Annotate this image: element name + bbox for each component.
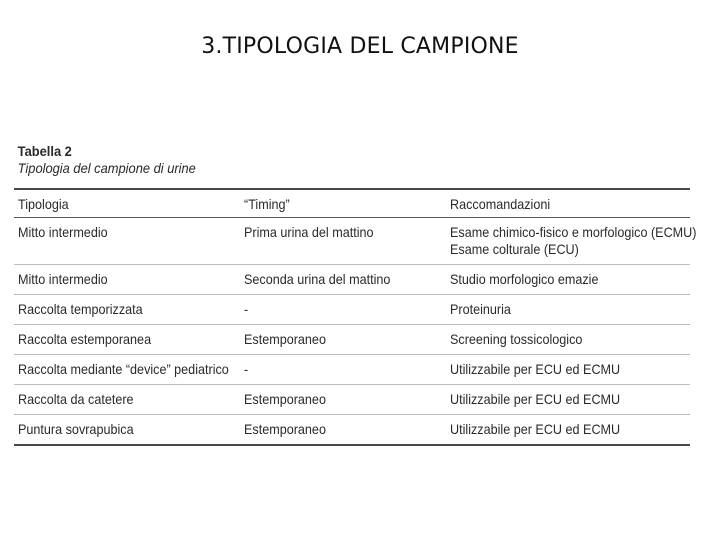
recommendation-line: Utilizzabile per ECU ed ECMU	[450, 421, 621, 437]
table-header-row	[14, 189, 690, 218]
cell-timing: -	[240, 295, 446, 325]
header-tipologia: Tipologia	[18, 195, 69, 212]
cell-timing: Estemporaneo	[240, 325, 446, 355]
cell-raccomandazioni	[446, 295, 690, 325]
table-caption-title: Tabella 2	[17, 143, 72, 159]
table-row	[14, 355, 690, 385]
header-timing: “Timing”	[244, 195, 290, 212]
table-row	[14, 385, 690, 415]
table-row	[14, 295, 690, 325]
sample-type-table	[14, 188, 697, 446]
cell-timing: Prima urina del mattino	[240, 218, 446, 265]
header-raccomandazioni: Raccomandazioni	[450, 195, 551, 212]
slide-title: 3.TIPOLOGIA DEL CAMPIONE	[201, 34, 519, 59]
cell-timing: Seconda urina del mattino	[240, 265, 446, 295]
cell-raccomandazioni	[446, 385, 690, 415]
recommendation-line: Utilizzabile per ECU ed ECMU	[450, 391, 621, 407]
cell-raccomandazioni	[446, 265, 690, 295]
recommendation-line: Studio morfologico emazie	[450, 271, 599, 287]
cell-raccomandazioni	[446, 355, 690, 385]
recommendation-line: Esame colturale (ECU)	[450, 241, 579, 257]
table-row	[14, 265, 690, 295]
recommendation-line: Utilizzabile per ECU ed ECMU	[450, 361, 621, 377]
cell-tipologia: Raccolta temporizzata	[14, 295, 240, 325]
table-row	[14, 415, 690, 446]
table-caption-subtitle: Tipologia del campione di urine	[17, 160, 196, 176]
cell-tipologia: Mitto intermedio	[14, 218, 240, 265]
cell-raccomandazioni	[446, 415, 690, 446]
cell-timing: Estemporaneo	[240, 385, 446, 415]
cell-tipologia: Raccolta da catetere	[14, 385, 240, 415]
recommendation-line: Proteinuria	[450, 301, 511, 317]
cell-tipologia: Puntura sovrapubica	[14, 415, 240, 446]
cell-timing: Estemporaneo	[240, 415, 446, 446]
cell-timing: -	[240, 355, 446, 385]
table-row	[14, 325, 690, 355]
table-row	[14, 218, 690, 265]
cell-tipologia: Mitto intermedio	[14, 265, 240, 295]
cell-raccomandazioni	[446, 218, 697, 265]
table-figure	[14, 143, 697, 446]
cell-raccomandazioni	[446, 325, 690, 355]
recommendation-line: Esame chimico-fisico e morfologico (ECMU)	[450, 224, 697, 240]
recommendation-line: Screening tossicologico	[450, 331, 583, 347]
cell-tipologia: Raccolta estemporanea	[14, 325, 240, 355]
cell-tipologia: Raccolta mediante “device” pediatrico	[14, 355, 240, 385]
